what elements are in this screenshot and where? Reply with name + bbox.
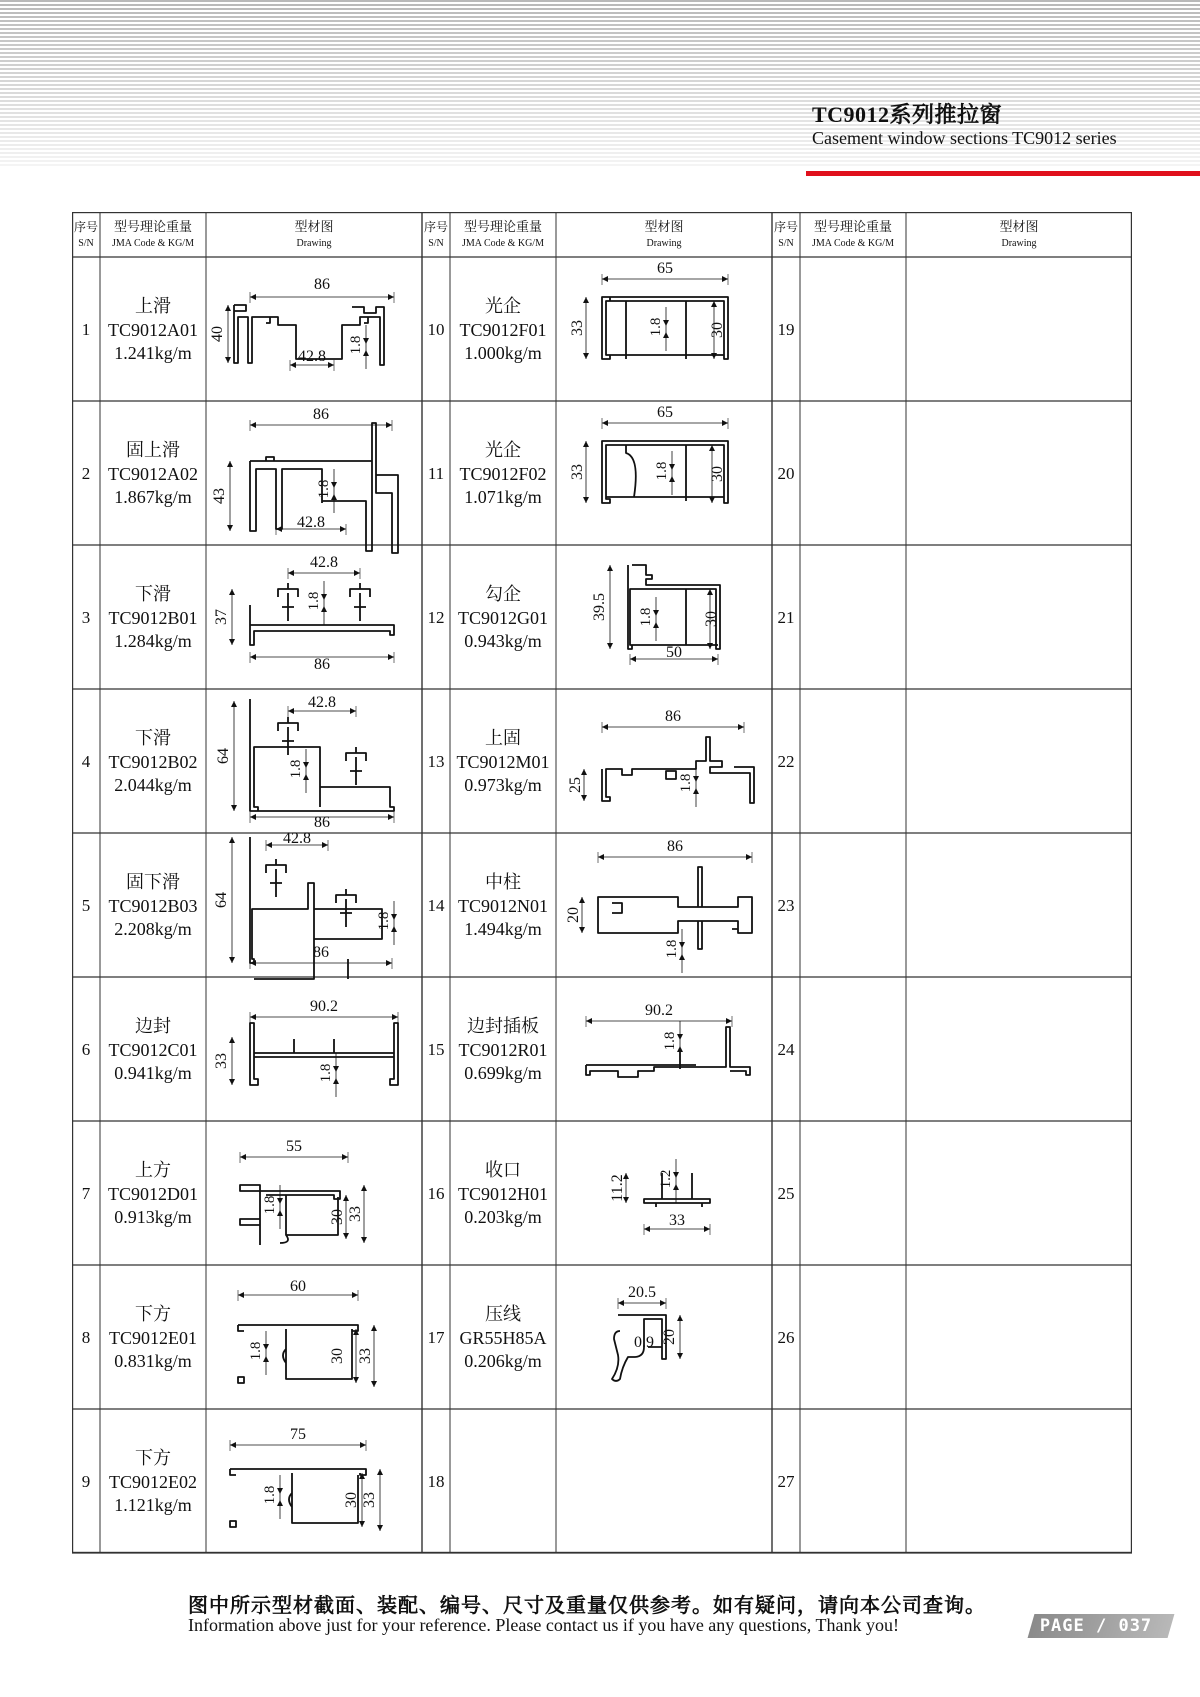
profile-drawing-7	[240, 1138, 367, 1245]
profile-name: 下滑	[135, 728, 171, 748]
profile-section-outline	[598, 867, 752, 949]
profile-drawing-11	[569, 404, 728, 503]
profile-name: 中柱	[485, 872, 521, 892]
dimension-label: 33	[569, 320, 586, 336]
dimension-label: 30	[329, 1348, 346, 1364]
profile-section-outline	[350, 583, 370, 621]
dimension-label: 25	[567, 777, 584, 793]
profile-drawing-6	[213, 998, 398, 1097]
row-sn: 12	[427, 608, 445, 627]
profile-drawing-2	[211, 406, 398, 553]
profile-name: 光企	[485, 440, 521, 460]
dimension-label: 64	[215, 748, 232, 764]
header-code-en: JMA Code & KG/M	[112, 238, 194, 249]
dimension-label: 86	[665, 708, 681, 725]
profile-code: TC9012A01	[108, 320, 198, 340]
dimension-label: 33	[213, 1053, 230, 1069]
profile-drawing-4	[215, 694, 394, 831]
header-stripe	[0, 32, 1200, 34]
profile-code: TC9012E02	[109, 1472, 197, 1492]
row-sn: 1	[81, 320, 91, 339]
header-drawing-en: Drawing	[296, 238, 332, 249]
profile-name: 边封	[135, 1016, 171, 1036]
dimension-label: 1.8	[648, 317, 664, 337]
dimension-label: 42.8	[308, 694, 336, 711]
header-code-en: JMA Code & KG/M	[462, 238, 544, 249]
footer-note-zh: 图中所示型材截面、装配、编号、尺寸及重量仅供参考。如有疑问，请向本公司查询。	[188, 1593, 986, 1617]
dimension-label: 64	[213, 892, 230, 908]
dimension-label: 55	[286, 1138, 302, 1155]
profile-code: TC9012F01	[459, 320, 547, 340]
dimension-label: 42.8	[298, 348, 326, 365]
profile-table	[72, 212, 1132, 1562]
header-stripe	[0, 8, 1200, 10]
profile-section-outline	[336, 889, 356, 927]
header-stripe	[0, 112, 1200, 114]
profile-name: 边封插板	[467, 1016, 539, 1036]
dimension-label: 1.8	[288, 759, 304, 779]
profile-section-outline	[628, 565, 720, 649]
profile-code: TC9012H01	[458, 1184, 548, 1204]
profile-section-outline	[266, 859, 286, 897]
profile-code: TC9012C01	[108, 1040, 198, 1060]
profile-drawing-9	[230, 1426, 383, 1531]
header-stripe	[0, 36, 1200, 38]
header-stripe	[0, 124, 1200, 126]
footer-note-en: Information above just for your reference. Please contact us if you have any questions, Thank you!	[188, 1615, 899, 1635]
row-sn: 4	[81, 752, 91, 771]
header-stripe	[0, 72, 1200, 74]
profile-weight: 1.121kg/m	[114, 1495, 192, 1515]
row-sn: 14	[427, 896, 445, 915]
dimension-label: 20	[661, 1329, 678, 1345]
header-stripe	[0, 80, 1200, 82]
dimension-label: 1.8	[348, 335, 364, 355]
dimension-label: 65	[657, 404, 673, 421]
dimension-label: 1.2	[658, 1169, 674, 1189]
row-sn: 6	[81, 1040, 91, 1059]
profile-code: TC9012D01	[108, 1184, 198, 1204]
dimension-label: 50	[666, 644, 682, 661]
dimension-label: 86	[313, 944, 329, 961]
header-stripe	[0, 52, 1200, 54]
header-stripe	[0, 40, 1200, 42]
profile-weight: 0.206kg/m	[464, 1351, 542, 1371]
header-stripe	[0, 92, 1200, 94]
dimension-label: 30	[709, 466, 726, 482]
header-drawing-zh: 型材图	[294, 219, 334, 234]
dimension-label: 39.5	[591, 593, 608, 621]
title-accent-line	[806, 171, 1200, 176]
dimension-label: 60	[290, 1278, 306, 1295]
row-sn: 8	[81, 1328, 91, 1347]
header-sn-zh: 序号	[73, 220, 99, 234]
profile-weight: 1.284kg/m	[114, 631, 192, 651]
profile-weight: 0.913kg/m	[114, 1207, 192, 1227]
dimension-label: 0.9	[634, 1334, 654, 1351]
profile-drawing-15	[586, 1002, 750, 1077]
profile-name: 压线	[485, 1304, 521, 1324]
profile-weight: 0.203kg/m	[464, 1207, 542, 1227]
header-stripe	[0, 108, 1200, 110]
profile-drawing-17	[612, 1284, 683, 1381]
profile-code: TC9012E01	[109, 1328, 197, 1348]
row-sn: 23	[777, 896, 795, 915]
header-sn-zh: 序号	[423, 220, 449, 234]
dimension-label: 86	[313, 406, 329, 423]
header-stripe	[0, 104, 1200, 106]
profile-name: 固上滑	[126, 440, 180, 460]
profile-name: 下方	[135, 1448, 171, 1468]
row-sn: 15	[427, 1040, 445, 1059]
profile-section-outline	[346, 747, 366, 785]
dimension-label: 33	[357, 1348, 374, 1364]
header-code-en: JMA Code & KG/M	[812, 238, 894, 249]
dimension-label: 1.8	[664, 939, 680, 959]
header-sn-zh: 序号	[773, 220, 799, 234]
row-sn: 20	[777, 464, 795, 483]
profile-section-outline	[278, 717, 298, 755]
row-sn: 10	[427, 320, 445, 339]
dimension-label: 1.8	[662, 1031, 678, 1051]
profile-name: 光企	[485, 296, 521, 316]
header-sn-en: S/N	[778, 238, 794, 249]
header-stripe	[0, 20, 1200, 22]
header-stripe	[0, 24, 1200, 26]
profile-drawing-5	[213, 830, 397, 979]
profile-drawing-13	[567, 708, 754, 807]
header-drawing-en: Drawing	[1001, 238, 1037, 249]
header-stripe	[0, 12, 1200, 14]
dimension-label: 30	[703, 611, 720, 627]
header-stripe	[0, 56, 1200, 58]
profile-code: GR55H85A	[459, 1328, 547, 1348]
page-title-zh: TC9012系列推拉窗	[812, 102, 1003, 127]
profile-section-outline	[278, 583, 298, 621]
dimension-label: 1.8	[306, 591, 322, 611]
dimension-label: 40	[209, 326, 226, 342]
dimension-label: 1.8	[248, 1341, 264, 1361]
profile-drawing-1	[209, 276, 394, 371]
profile-name: 收口	[485, 1160, 521, 1180]
dimension-label: 86	[314, 656, 330, 673]
dimension-label: 1.8	[262, 1485, 278, 1505]
profile-weight: 1.494kg/m	[464, 919, 542, 939]
profile-weight: 0.941kg/m	[114, 1063, 192, 1083]
dimension-label: 86	[667, 838, 683, 855]
profile-section-outline	[234, 305, 246, 311]
profile-weight: 2.044kg/m	[114, 775, 192, 795]
header-stripe	[0, 48, 1200, 50]
header-stripe	[0, 84, 1200, 86]
table-border	[73, 213, 1132, 1553]
profile-weight: 1.000kg/m	[464, 343, 542, 363]
profile-name: 下方	[135, 1304, 171, 1324]
profile-weight: 0.699kg/m	[464, 1063, 542, 1083]
row-sn: 26	[777, 1328, 795, 1347]
row-sn: 19	[777, 320, 795, 339]
dimension-label: 37	[213, 609, 230, 625]
dimension-label: 33	[347, 1206, 364, 1222]
header-stripe	[0, 88, 1200, 90]
profile-weight: 1.867kg/m	[114, 487, 192, 507]
dimension-label: 42.8	[310, 554, 338, 571]
profile-code: TC9012A02	[108, 464, 198, 484]
profile-code: TC9012B02	[108, 752, 198, 772]
row-sn: 17	[427, 1328, 445, 1347]
header-code-zh: 型号理论重量	[113, 219, 193, 234]
header-drawing-en: Drawing	[646, 238, 682, 249]
profile-code: TC9012B03	[108, 896, 198, 916]
profile-name: 上方	[135, 1160, 171, 1180]
dimension-label: 1.8	[262, 1195, 278, 1215]
row-sn: 3	[81, 608, 91, 627]
dimension-label: 75	[290, 1426, 306, 1443]
dimension-label: 33	[569, 464, 586, 480]
profile-weight: 0.973kg/m	[464, 775, 542, 795]
header-sn-en: S/N	[78, 238, 94, 249]
header-drawing-zh: 型材图	[999, 219, 1039, 234]
dimension-label: 20.5	[628, 1284, 656, 1301]
dimension-label: 65	[657, 260, 673, 277]
header-stripe	[0, 64, 1200, 66]
profile-name: 固下滑	[126, 872, 180, 892]
header-stripe	[0, 152, 1200, 154]
header-stripe	[0, 100, 1200, 102]
header-stripe	[0, 0, 1200, 2]
profile-name: 上滑	[135, 296, 171, 316]
dimension-label: 42.8	[297, 514, 325, 531]
profile-weight: 2.208kg/m	[114, 919, 192, 939]
dimension-label: 33	[361, 1492, 378, 1508]
profile-code: TC9012F02	[459, 464, 547, 484]
dimension-label: 90.2	[310, 998, 338, 1015]
profile-weight: 1.241kg/m	[114, 343, 192, 363]
profile-drawing-16	[609, 1159, 710, 1235]
profile-weight: 0.943kg/m	[464, 631, 542, 651]
row-sn: 25	[777, 1184, 795, 1203]
dimension-label: 20	[565, 907, 582, 923]
profile-code: TC9012G01	[458, 608, 548, 628]
header-stripe	[0, 76, 1200, 78]
dimension-label: 43	[211, 488, 228, 504]
row-sn: 2	[81, 464, 91, 483]
dimension-label: 1.8	[376, 911, 392, 931]
dimension-label: 42.8	[283, 830, 311, 847]
header-stripe	[0, 96, 1200, 98]
page-title-en: Casement window sections TC9012 series	[812, 128, 1117, 148]
header-stripe	[0, 60, 1200, 62]
row-sn: 7	[81, 1184, 91, 1203]
row-sn: 18	[427, 1472, 445, 1491]
header-sn-en: S/N	[428, 238, 444, 249]
profile-drawing-3	[213, 554, 394, 673]
row-sn: 22	[777, 752, 795, 771]
row-sn: 21	[777, 608, 795, 627]
dimension-label: 30	[329, 1209, 346, 1225]
profile-drawing-10	[569, 260, 728, 359]
header-stripe	[0, 4, 1200, 6]
page-number: PAGE / 037	[1039, 1616, 1153, 1636]
profile-drawing-12	[591, 565, 720, 665]
header-code-zh: 型号理论重量	[813, 219, 893, 234]
profile-code: TC9012R01	[458, 1040, 548, 1060]
profile-drawing-14	[565, 838, 752, 973]
row-sn: 24	[777, 1040, 795, 1059]
dimension-label: 1.8	[318, 1063, 334, 1083]
dimension-label: 86	[314, 814, 330, 831]
row-sn: 16	[427, 1184, 445, 1203]
row-sn: 5	[81, 896, 91, 915]
dimension-label: 86	[314, 276, 330, 293]
header-stripe	[0, 116, 1200, 118]
row-sn: 27	[777, 1472, 795, 1491]
profile-weight: 1.071kg/m	[464, 487, 542, 507]
header-stripe	[0, 160, 1200, 162]
profile-name: 勾企	[485, 584, 521, 604]
header-stripe	[0, 28, 1200, 30]
row-sn: 11	[427, 464, 445, 483]
dimension-label: 1.8	[678, 773, 694, 793]
dimension-label: 1.8	[654, 461, 670, 481]
row-sn: 13	[427, 752, 445, 771]
profile-weight: 0.831kg/m	[114, 1351, 192, 1371]
row-sn: 9	[81, 1472, 91, 1491]
page-number-badge	[1031, 1614, 1171, 1638]
dimension-label: 1.8	[638, 607, 654, 627]
profile-code: TC9012N01	[458, 896, 548, 916]
profile-code: TC9012M01	[456, 752, 550, 772]
header-stripe	[0, 156, 1200, 158]
profile-drawing-8	[238, 1278, 377, 1387]
dimension-label: 30	[709, 322, 726, 338]
dimension-label: 33	[669, 1212, 685, 1229]
header-stripe	[0, 120, 1200, 122]
profile-section-outline	[240, 1185, 340, 1245]
header-code-zh: 型号理论重量	[463, 219, 543, 234]
header-drawing-zh: 型材图	[644, 219, 684, 234]
header-stripe	[0, 44, 1200, 46]
profile-name: 下滑	[135, 584, 171, 604]
dimension-label: 30	[343, 1492, 360, 1508]
profile-name: 上固	[485, 728, 521, 748]
header-stripe	[0, 164, 1200, 166]
header-stripe	[0, 16, 1200, 18]
profile-section-outline	[250, 699, 394, 811]
dimension-label: 90.2	[645, 1002, 673, 1019]
dimension-label: 1.8	[316, 479, 332, 499]
header-stripe	[0, 68, 1200, 70]
profile-code: TC9012B01	[108, 608, 198, 628]
dimension-label: 11.2	[609, 1174, 626, 1202]
